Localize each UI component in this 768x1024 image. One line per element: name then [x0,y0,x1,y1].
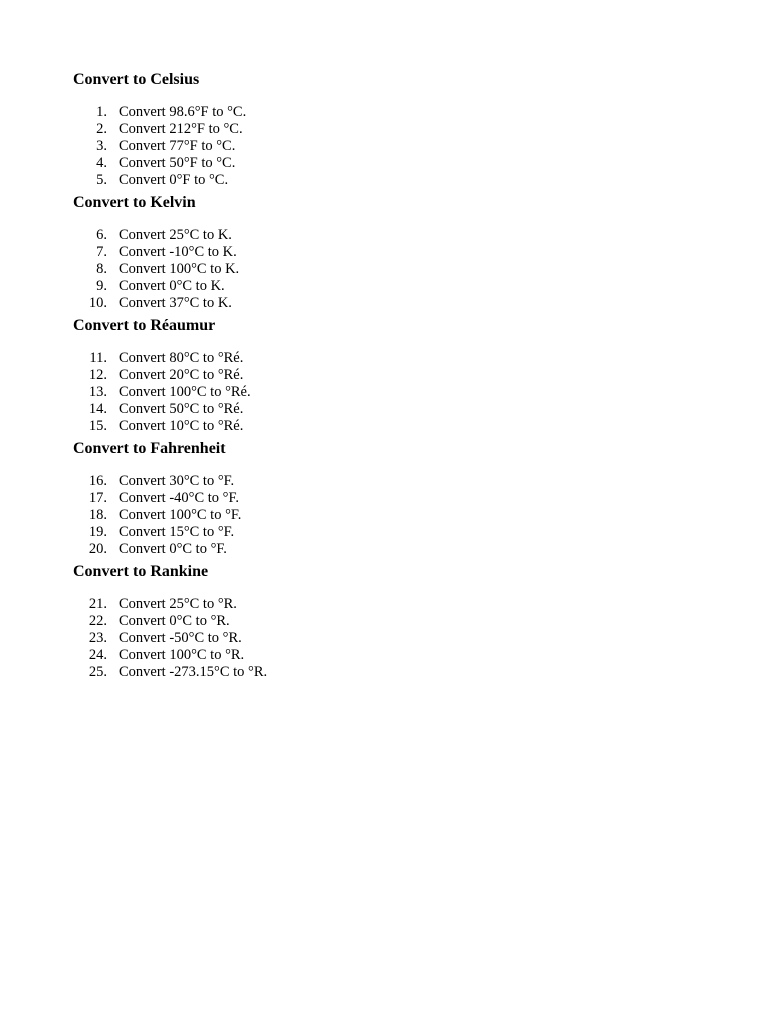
item-number: 8. [96,261,107,277]
item-number: 3. [96,138,107,154]
list-item [73,261,713,278]
list-item [73,524,713,541]
item-number: 15. [88,418,107,434]
item-text: Convert 50°C to °Ré. [119,401,244,417]
item-text: Convert 80°C to °Ré. [119,350,244,366]
list-item [73,104,713,121]
question-list [73,104,713,189]
section-title: Convert to Rankine [73,563,209,580]
item-text: Convert 0°C to K. [119,278,225,294]
question-list [73,596,713,681]
item-text: Convert 15°C to °F. [119,524,235,540]
list-item [73,155,713,172]
item-number: 13. [88,384,107,400]
list-item [73,647,713,664]
list-item [73,596,713,613]
item-number: 10. [88,295,107,311]
item-text: Convert -40°C to °F. [119,490,239,506]
list-item [73,244,713,261]
item-number: 18. [88,507,107,523]
list-item [73,541,713,558]
item-text: Convert 0°C to °R. [119,613,230,629]
item-number: 24. [88,647,107,663]
item-number: 7. [96,244,107,260]
item-number: 1. [96,104,107,120]
list-item [73,350,713,367]
question-list [73,473,713,558]
item-text: Convert 100°C to K. [119,261,240,277]
section-title: Convert to Kelvin [73,194,196,211]
item-text: Convert 0°F to °C. [119,172,229,188]
item-text: Convert -50°C to °R. [119,630,242,646]
item-number: 17. [88,490,107,506]
list-item [73,613,713,630]
item-number: 4. [96,155,107,171]
question-list [73,227,713,312]
list-item [73,138,713,155]
item-text: Convert 30°C to °F. [119,473,235,489]
item-text: Convert 25°C to °R. [119,596,237,612]
item-text: Convert 100°C to °R. [119,647,245,663]
item-number: 21. [88,596,107,612]
item-number: 23. [88,630,107,646]
item-number: 14. [88,401,107,417]
section-reaumur [73,316,713,435]
item-number: 25. [88,664,107,680]
section-kelvin [73,193,713,312]
item-number: 20. [88,541,107,557]
list-item [73,401,713,418]
item-text: Convert 212°F to °C. [119,121,243,137]
item-text: Convert 20°C to °Ré. [119,367,244,383]
section-rankine [73,562,713,681]
section-title: Convert to Fahrenheit [73,440,226,457]
section-celsius [73,70,713,189]
item-text: Convert 100°C to °F. [119,507,242,523]
question-list [73,350,713,435]
item-text: Convert 98.6°F to °C. [119,104,247,120]
item-number: 19. [88,524,107,540]
list-item [73,367,713,384]
list-item [73,490,713,507]
document-content [73,70,713,681]
item-text: Convert 77°F to °C. [119,138,236,154]
item-number: 22. [88,613,107,629]
section-title: Convert to Réaumur [73,317,216,334]
list-item [73,507,713,524]
item-text: Convert -273.15°C to °R. [119,664,268,680]
item-text: Convert 25°C to K. [119,227,232,243]
item-number: 11. [89,350,107,366]
item-number: 12. [88,367,107,383]
list-item [73,172,713,189]
item-number: 5. [96,172,107,188]
list-item [73,295,713,312]
list-item [73,473,713,490]
list-item [73,121,713,138]
list-item [73,664,713,681]
list-item [73,227,713,244]
item-text: Convert 50°F to °C. [119,155,236,171]
section-title: Convert to Celsius [73,71,200,88]
item-number: 9. [96,278,107,294]
item-text: Convert 10°C to °Ré. [119,418,244,434]
item-number: 16. [88,473,107,489]
item-text: Convert -10°C to K. [119,244,237,260]
item-text: Convert 100°C to °Ré. [119,384,251,400]
item-text: Convert 37°C to K. [119,295,232,311]
list-item [73,278,713,295]
item-number: 6. [96,227,107,243]
section-fahrenheit [73,439,713,558]
list-item [73,418,713,435]
list-item [73,384,713,401]
item-text: Convert 0°C to °F. [119,541,227,557]
item-number: 2. [96,121,107,137]
list-item [73,630,713,647]
